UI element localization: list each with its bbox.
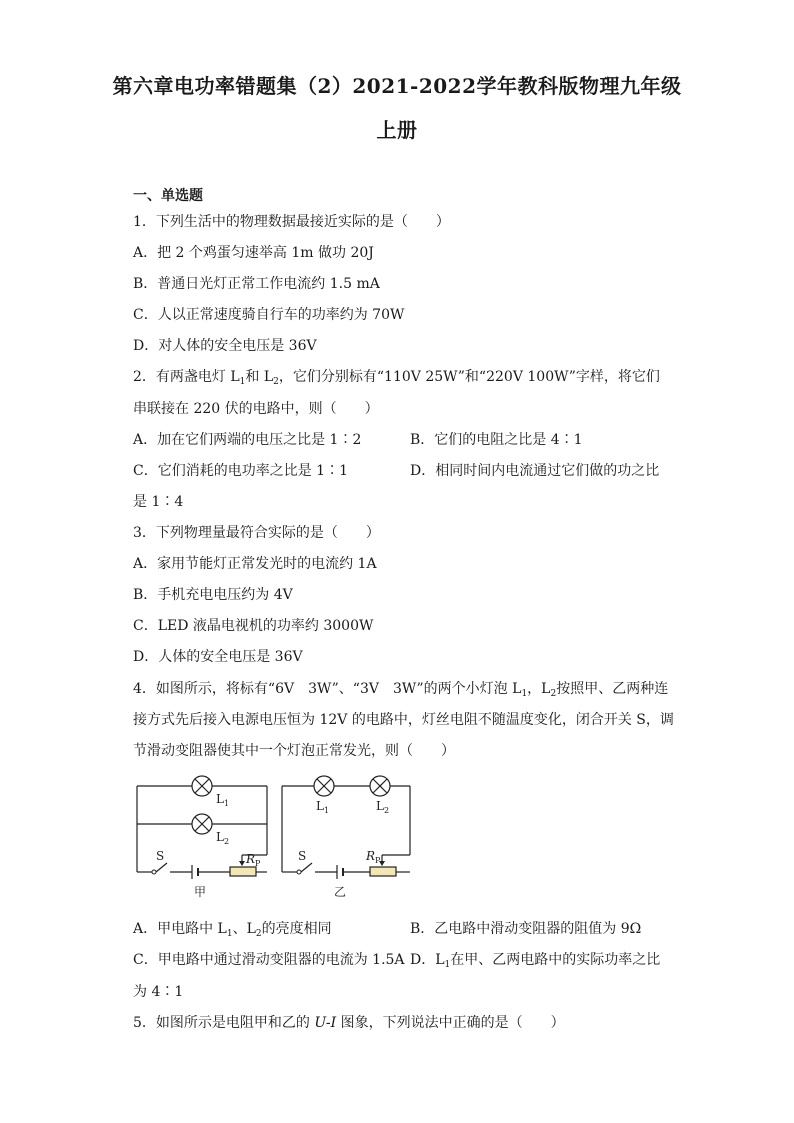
circuit-yi <box>282 786 410 879</box>
rheostat-jia <box>230 867 256 876</box>
label-s-yi: S <box>298 849 307 863</box>
label-l2-jia: $L_2$ <box>216 830 230 846</box>
label-s-jia: S <box>156 849 165 863</box>
q1-option-b: B．普通日光灯正常工作电流约 1.5 mA <box>133 276 380 292</box>
q4-stem-cont: 接方式先后接入电源电压恒为 12V 的电路中，灯丝电阻不随温度变化，闭合开关 S，调 <box>133 712 674 728</box>
q4-stem: 4．如图所示，将标有“6V 3W”、“3V 3W”的两个小灯泡 $L_1$，$L_2$按照甲、乙两种连 <box>133 681 669 699</box>
page-title: 第六章电功率错题集（2）2021-2022学年教科版物理九年级 <box>112 74 682 98</box>
label-yi: 乙 <box>334 885 347 899</box>
q2-stem-cont: 串联接在 220 伏的电路中，则（ ） <box>133 401 379 417</box>
label-rp-yi: $R_P$ <box>366 849 381 865</box>
q4-option-d-cont: 为 4∶1 <box>133 984 184 1000</box>
circuit-diagrams <box>130 775 420 905</box>
q4-option-a: A．甲电路中 $L_1$、$L_2$的亮度相同 <box>133 921 332 939</box>
switch-contact-icon <box>152 870 156 874</box>
q3-stem: 3．下列物理量最符合实际的是（ ） <box>133 525 380 541</box>
bulb-jia-l2 <box>192 814 212 834</box>
label-l1-yi: $L_1$ <box>316 799 330 815</box>
bulb-yi-l1 <box>314 776 334 796</box>
label-l2-yi: $L_2$ <box>376 799 390 815</box>
q2-option-d: D．相同时间内电流通过它们做的功之比 <box>410 463 660 479</box>
bulb-jia-l1 <box>192 776 212 796</box>
q2-option-c: C．它们消耗的电功率之比是 1∶1 <box>133 463 348 479</box>
q5-stem: 5．如图所示是电阻甲和乙的 U-I 图象，下列说法中正确的是（ ） <box>133 1015 565 1031</box>
q2-option-b: B．它们的电阻之比是 4∶1 <box>410 432 583 448</box>
q1-option-d: D．对人体的安全电压是 36V <box>133 338 317 354</box>
q2-option-d-cont: 是 1∶4 <box>133 494 184 510</box>
slider-arrow-icon <box>239 861 245 866</box>
label-rp-jia: $R_P$ <box>246 852 261 868</box>
q3-option-c: C．LED 液晶电视机的功率约 3000W <box>133 618 374 634</box>
section-heading: 一、单选题 <box>133 188 203 204</box>
q1-stem: 1．下列生活中的物理数据最接近实际的是（ ） <box>133 214 450 230</box>
q4-stem-cont2: 节滑动变阻器使其中一个灯泡正常发光，则（ ） <box>133 743 455 759</box>
bulb-yi-l2 <box>370 776 390 796</box>
rheostat-yi <box>370 867 396 876</box>
q1-option-a: A．把 2 个鸡蛋匀速举高 1m 做功 20J <box>133 245 374 261</box>
q2-stem: 2．有两盏电灯 $L_1$和 $L_2$，它们分别标有“110V 25W”和“220V 100W”字样，将它们 <box>133 369 660 387</box>
q4-option-c: C．甲电路中通过滑动变阻器的电流为 1.5A <box>133 952 405 968</box>
q1-option-c: C．人以正常速度骑自行车的功率约为 70W <box>133 307 405 323</box>
q3-option-a: A．家用节能灯正常发光时的电流约 1A <box>133 556 377 572</box>
q4-option-d: D．$L_1$在甲、乙两电路中的实际功率之比 <box>410 952 661 970</box>
q3-option-d: D．人体的安全电压是 36V <box>133 649 303 665</box>
q2-option-a: A．加在它们两端的电压之比是 1∶2 <box>133 432 362 448</box>
label-l1-jia: $L_1$ <box>216 792 230 808</box>
q4-option-b: B．乙电路中滑动变阻器的阻值为 9Ω <box>410 921 642 937</box>
page-title-cont: 上册 <box>376 118 418 142</box>
switch-contact-icon <box>297 870 301 874</box>
label-jia: 甲 <box>194 885 207 899</box>
q3-option-b: B．手机充电电压约为 4V <box>133 587 293 603</box>
